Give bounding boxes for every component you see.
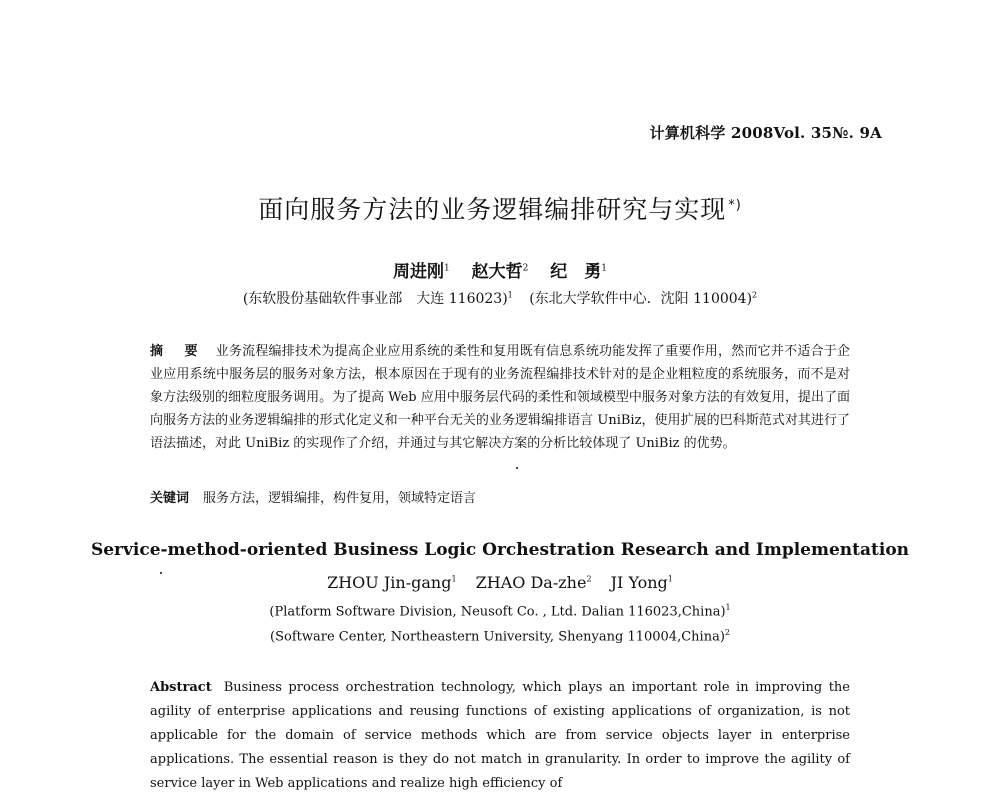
affiliation-en-2: (Software Center, Northeastern University, Shenyang 110004,China)$^2$ xyxy=(270,628,730,645)
author-zh-1: 周进刚$^1$ xyxy=(392,262,450,282)
keywords-chinese xyxy=(150,489,850,509)
authors-english xyxy=(0,573,1000,592)
abstract-english xyxy=(150,676,850,796)
keywords-zh-label: 关键词 xyxy=(150,491,190,506)
keywords-zh-text: 服务方法，逻辑编排，构件复用，领域特定语言 xyxy=(203,491,477,506)
abstract-en-label: Abstract xyxy=(150,680,212,695)
abstract-en-text: Business process orchestration technology, which plays an important role in improving the agility of enterprise applications and reusing functions of existing applications of organization, is not applicable for the domain of service methods which are from service objects layer in enterprise applications. The essential reason is they do not match in granularity. In order to improve the agility of service layer in Web applications and realize high efficiency of xyxy=(150,680,850,791)
affiliation-zh-2: (东北大学软件中心．沈阳 110004)$^2$ xyxy=(529,290,758,307)
title-footnote-mark: *) xyxy=(728,197,742,213)
title-chinese-text: 面向服务方法的业务逻辑编排研究与实现 xyxy=(258,195,727,224)
author-en-1: ZHOU Jin-gang$^1$ xyxy=(327,573,457,592)
abstract-chinese xyxy=(150,340,850,455)
affiliation-en-1: (Platform Software Division, Neusoft Co. , Ltd. Dalian 116023,China)$^1$ xyxy=(269,603,731,620)
title-english: Service-method-oriented Business Logic Orchestration Research and Implementation xyxy=(90,540,910,560)
author-en-2: ZHAO Da-zhe$^2$ xyxy=(475,573,592,592)
scan-speck xyxy=(160,572,162,574)
title-chinese xyxy=(0,190,1000,226)
author-zh-3: 纪 勇$^1$ xyxy=(550,262,608,282)
abstract-zh-label: 摘 要 xyxy=(150,344,202,359)
journal-header: 计算机科学 2008Vol. 35№. 9A xyxy=(649,124,882,142)
author-en-3: JI Yong$^1$ xyxy=(610,573,673,592)
abstract-zh-text: 业务流程编排技术为提高企业应用系统的柔性和复用既有信息系统功能发挥了重要作用，然而它并不适合于企业应用系统中服务层的服务对象方法，根本原因在于现有的业务流程编排技术针对的是企业粗粒度的系统服务，而不是对象方法级别的细粒度服务调用。为了提高 Web 应用中服务层代码的柔性和领域模型中服务对象方法的有效复用，提出了面向服务方法的业务逻辑编排的形式化定义和一种平台无关的业务逻辑编排语言 UniBiz，使用扩展的巴科斯范式对其进行了语法描述，对此 UniBiz 的实现作了介绍，并通过与其它解决方案的分析比较体现了 UniBiz 的优势。 xyxy=(150,344,850,451)
scan-speck xyxy=(516,467,518,469)
authors-chinese xyxy=(0,257,1000,282)
affiliation-zh-1: (东软股份基础软件事业部 大连 116023)$^1$ xyxy=(242,290,513,307)
affiliations-chinese xyxy=(0,288,1000,308)
author-zh-2: 赵大哲$^2$ xyxy=(471,262,529,282)
